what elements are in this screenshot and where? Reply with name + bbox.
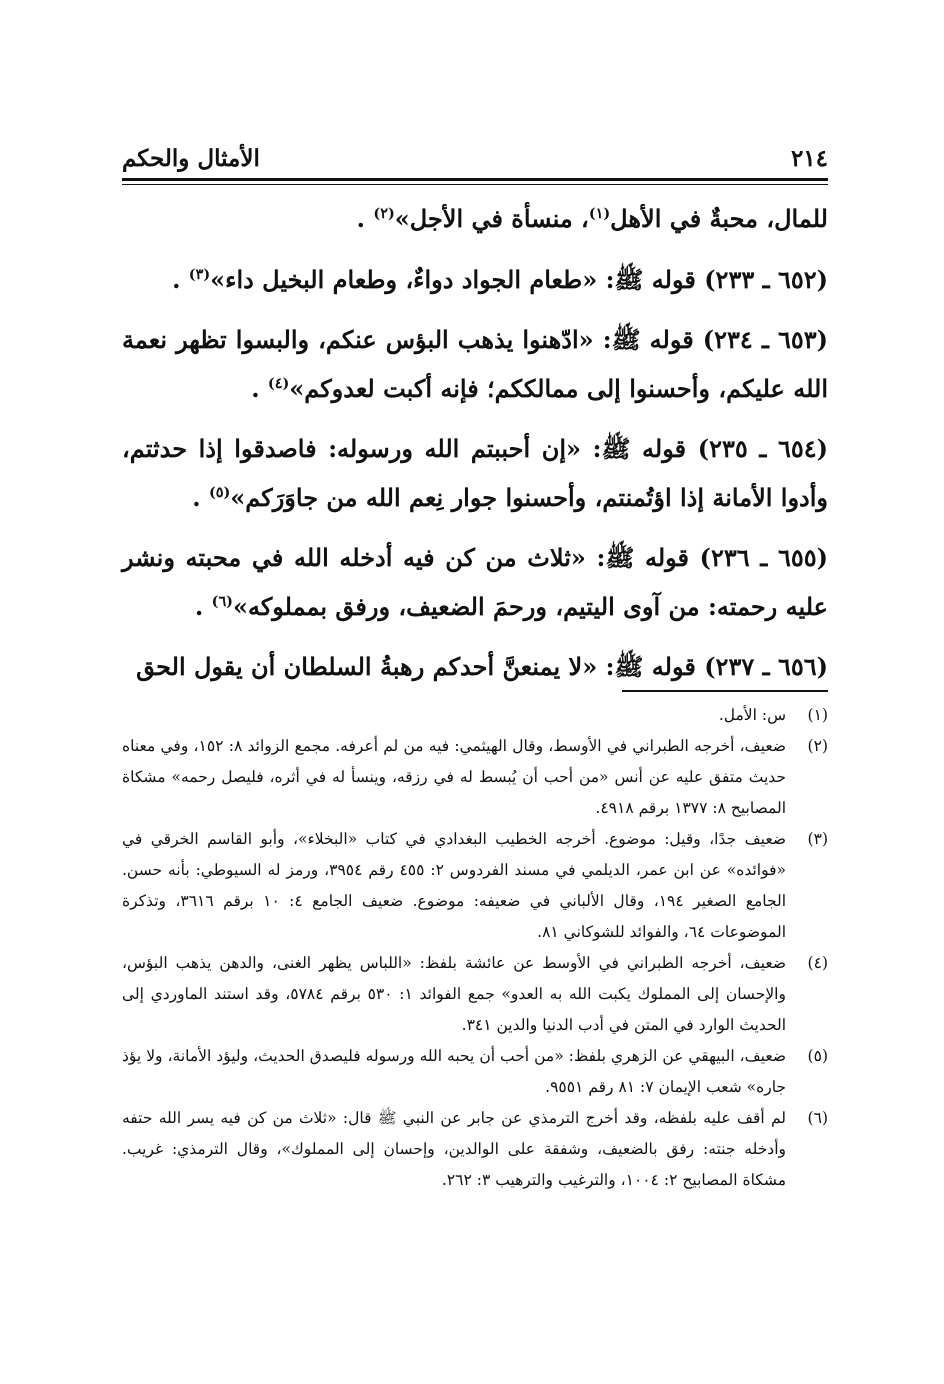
footnote-ref: (٤) xyxy=(267,374,290,392)
footnote-ref: (٦) xyxy=(211,592,233,610)
entry-text: «إن أحببتم الله ورسوله: فاصدقوا إذا حدثتم، وأدوا الأمانة إذا اؤتُمنتم، وأحسنوا جوار نِعم الله من جاوَرَكم» xyxy=(122,434,828,512)
footnote-ref: (٥) xyxy=(208,483,231,501)
footnote-number: (١) xyxy=(807,706,828,724)
entry-text: «طعام الجواد دواءٌ، وطعام البخيل داء» xyxy=(210,264,598,294)
hadith-entry: (٦٥٢ ـ ٢٣٣) قوله ﷺ: «طعام الجواد دواءٌ، وطعام البخيل داء»$^{(٣)}$ . xyxy=(172,264,828,294)
entry-text: «لا يمنعنَّ أحدكم رهبةُ السلطان أن يقول الحق xyxy=(136,652,598,681)
entry-number: (٦٥٣ ـ ٢٣٤) xyxy=(702,325,829,354)
footnote xyxy=(122,731,828,824)
continuation-paragraph: للمال، محبةٌ في الأهل$^{(١)}$، منسأة في الأجل»$^{(٢)}$ . xyxy=(356,204,828,233)
entry-text: «ثلاث من كن فيه أدخله الله في محبته ونشر عليه رحمته: من آوى اليتيم، ورحمَ الضعيف، ورفق بمملوكه» xyxy=(122,543,828,621)
footnote-text: ضعيف، أخرجه الطبراني في الأوسط عن عائشة بلفظ: «اللباس يظهر الغنى، والدهن يذهب البؤس، والإحسان إلى المملوك يكبت الله به العدو» جمع الفوائد ١: ٥٣٠ برقم ٥٧٨٤، وقد استند الماوردي إلى الحديث الوارد في المتن في أدب الدنيا والدين ٣٤١. xyxy=(122,954,786,1034)
hadith-entry: (٦٥٥ ـ ٢٣٦) قوله ﷺ: «ثلاث من كن فيه أدخله الله في محبته ونشر عليه رحمته: من آوى اليتيم، ورحمَ الضعيف، ورفق بمملوكه»$^{(٦)}$ . xyxy=(122,543,828,621)
running-header xyxy=(122,138,828,178)
footnote-number: (٣) xyxy=(807,830,828,848)
entry-number: (٦٥٢ ـ ٢٣٣) xyxy=(704,264,828,294)
footnote-text: ضعيف، أخرجه الطبراني في الأوسط، وقال الهيثمي: فيه من لم أعرفه. مجمع الزوائد ٨: ١٥٢، وفي معناه حديث متفق عليه عن أنس «من أحب أن يُبسط له في رزقه، وينسأ له في أثره، فليصل رحمه» مشكاة المصابيح ٨: ١٣٧٧ برقم ٤٩١٨. xyxy=(122,737,786,817)
main-text xyxy=(122,195,828,704)
header-rule-thick xyxy=(122,178,828,181)
header-rule-thin xyxy=(122,184,828,185)
chapter-title: الأمثال والحكم xyxy=(122,144,260,172)
entry-number: (٦٥٤ ـ ٢٣٥) xyxy=(697,434,829,463)
entry-lead: قوله ﷺ: xyxy=(596,543,690,572)
footnote-ref: (١) xyxy=(588,205,611,222)
footnote-text: ضعيف جدًا، وقيل: موضوع. أخرجه الخطيب البغدادي في كتاب «البخلاء»، وأبو القاسم الخرقي في «فوائده» عن ابن عمر، الديلمي في مسند الفردوس ٢: ٤٥٥ رقم ٣٩٥٤، ورمز له السيوطي: بأنه حسن. الجامع الصغير ١٩٤، وقال الألباني في ضعيفه: موضوع. ضعيف الجامع ٤: ١٠ برقم ٣٦١٦، وتذكرة الموضوعات ٦٤، والفوائد للشوكاني ٨١. xyxy=(122,830,787,941)
footnote-number: (٦) xyxy=(807,1109,828,1127)
hadith-entry xyxy=(122,643,828,692)
footnote xyxy=(122,824,828,948)
entry-lead: قوله ﷺ: xyxy=(605,652,696,681)
footnote-number: (٢) xyxy=(807,737,828,755)
entry-number: (٦٥٦ ـ ٢٣٧) xyxy=(704,652,828,681)
hadith-entry: (٦٥٤ ـ ٢٣٥) قوله ﷺ: «إن أحببتم الله ورسوله: فاصدقوا إذا حدثتم، وأدوا الأمانة إذا اؤتُمنتم، وأحسنوا جوار نِعم الله من جاوَرَكم»$^{(٥)}$ . xyxy=(122,434,829,512)
hadith-entry: (٦٥٣ ـ ٢٣٤) قوله ﷺ: «ادّهنوا يذهب البؤس عنكم، والبسوا تظهر نعمة الله عليكم، وأحسنوا إلى ممالككم؛ فإنه أكبت لعدوكم»$^{(٤)}$ . xyxy=(122,325,829,403)
footnote xyxy=(122,700,828,731)
entry-lead: قوله ﷺ: xyxy=(592,434,687,463)
footnote-number: (٥) xyxy=(807,1047,828,1065)
footnote xyxy=(122,1103,828,1196)
entry-lead: قوله ﷺ: xyxy=(605,264,696,294)
footnote-text: ضعيف، البيهقي عن الزهري بلفظ: «من أحب أن يحبه الله ورسوله فليصدق الحديث، وليؤد الأمانة، ولا يؤذ جاره» شعب الإيمان ٧: ٨١ رقم ٩٥٥١. xyxy=(122,1047,786,1096)
entry-number: (٦٥٥ ـ ٢٣٦) xyxy=(699,543,828,572)
entry-lead: قوله ﷺ: xyxy=(602,325,694,354)
footnotes xyxy=(122,700,828,1196)
page-number: ٢١٤ xyxy=(790,144,828,172)
footnote-text: لم أقف عليه بلفظه، وقد أخرج الترمذي عن جابر عن النبي ﷺ قال: «ثلاث من كن فيه يسر الله حتفه وأدخله جنته: رفق بالضعيف، وشفقة على الوالدين، وإحسان إلى المملوك»، وقال الترمذي: غريب. مشكاة المصابيح ٢: ١٠٠٤، والترغيب والترهيب ٣: ٢٦٢. xyxy=(122,1109,786,1189)
footnote-ref: (٢) xyxy=(373,205,395,222)
footnote-number: (٤) xyxy=(807,954,828,972)
footnote-ref: (٣) xyxy=(188,265,211,283)
footnote-text: س: الأمل. xyxy=(718,706,786,724)
footnote xyxy=(122,948,828,1041)
entry-text: «ادّهنوا يذهب البؤس عنكم، والبسوا تظهر نعمة الله عليكم، وأحسنوا إلى ممالككم؛ فإنه أكبت لعدوكم» xyxy=(122,325,828,403)
footnote-separator xyxy=(622,690,828,692)
footnote xyxy=(122,1041,828,1103)
